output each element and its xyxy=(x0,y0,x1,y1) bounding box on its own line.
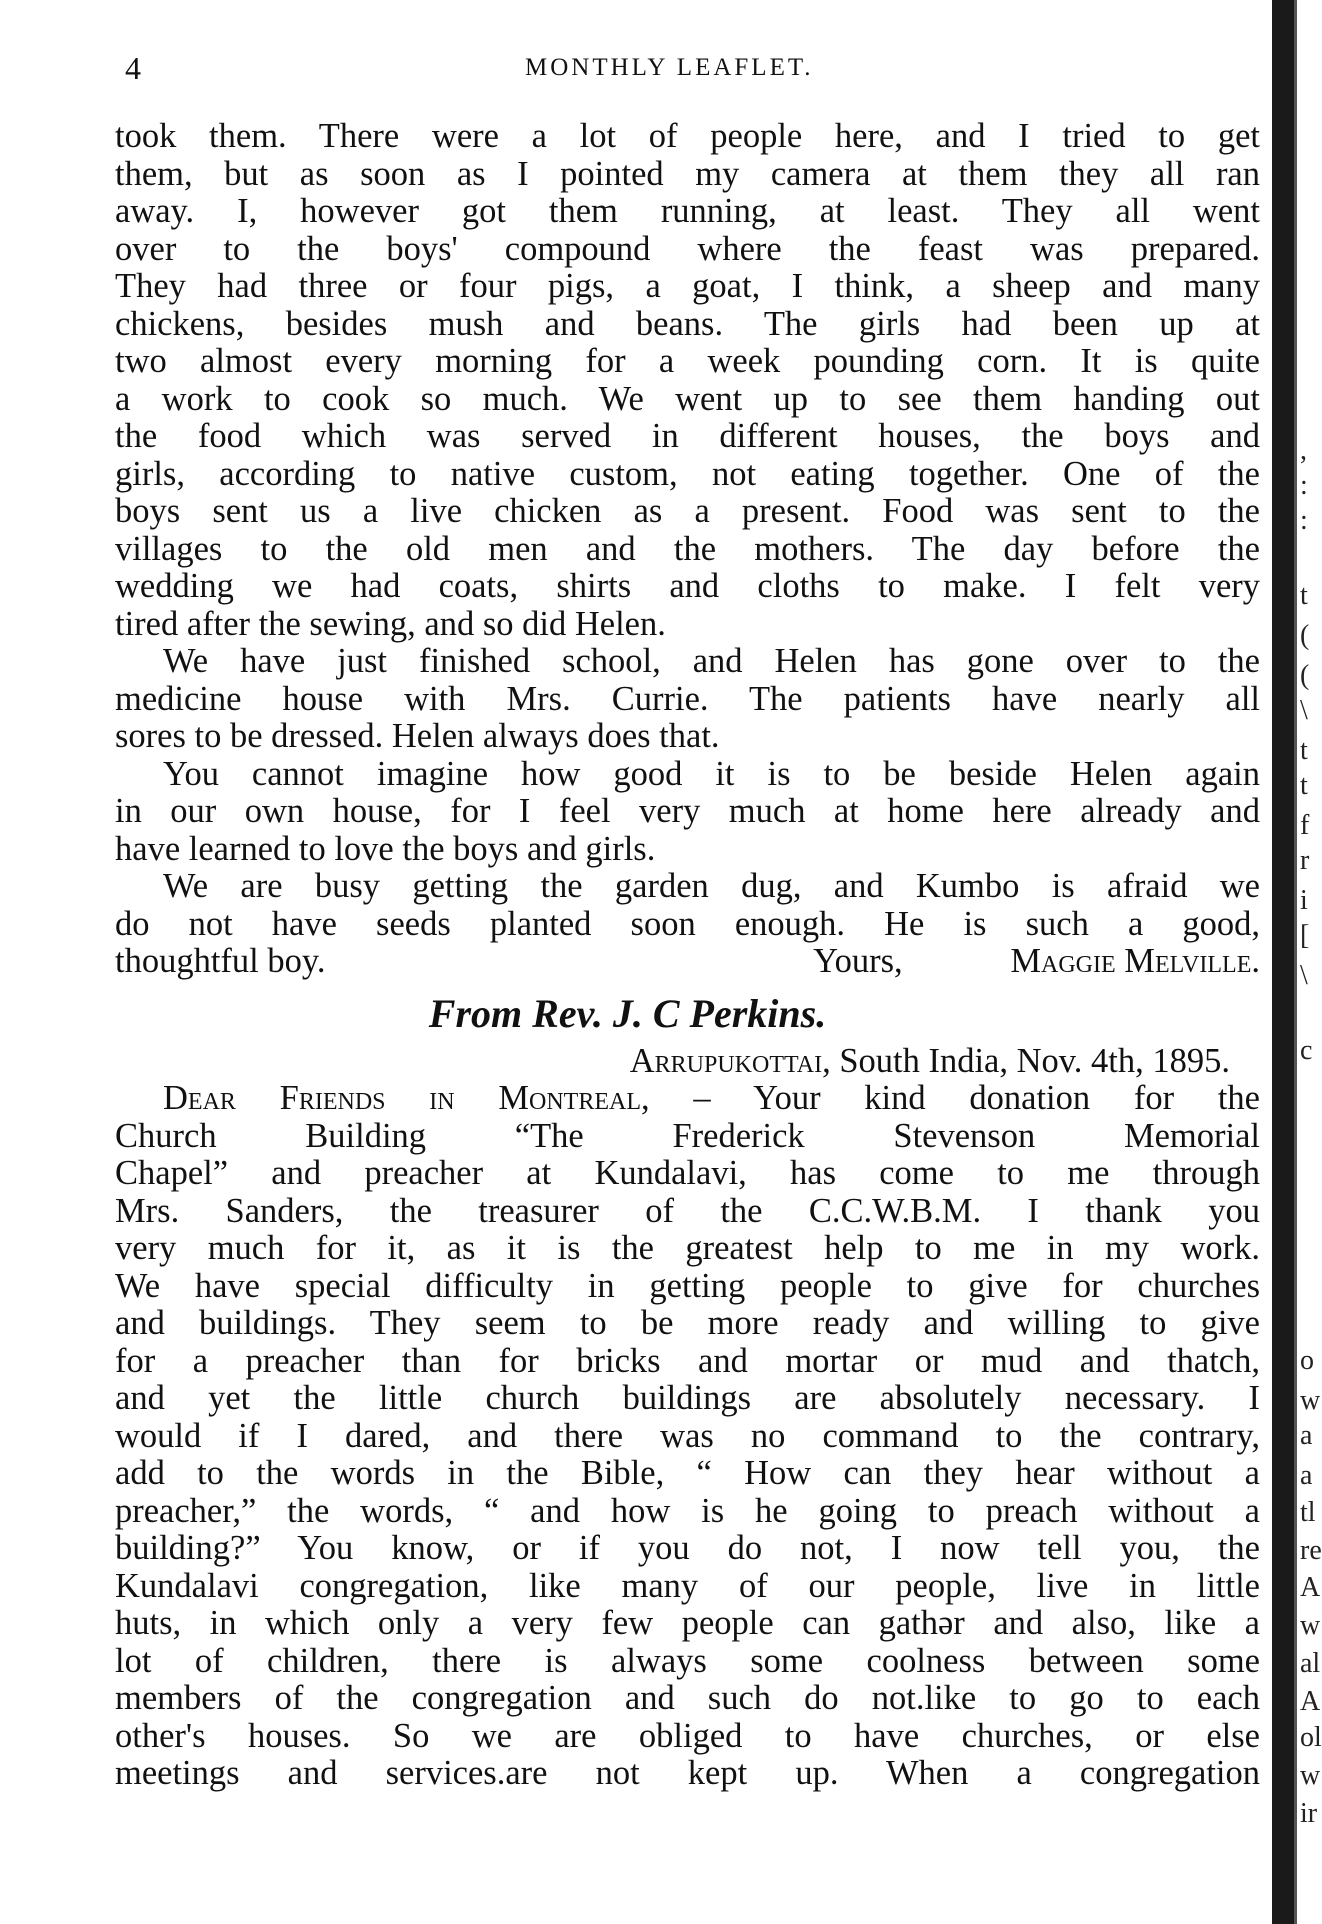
page-number: 4 xyxy=(125,50,141,86)
margin-fragment: ( xyxy=(1300,660,1310,691)
text-line: meetings and services.are not kept up. When a congregation xyxy=(115,1754,1260,1792)
text-line: very much for it, as it is the greatest help to me in my work. xyxy=(115,1229,1260,1267)
text-line: preacher,” the words, “ and how is he going to preach without a xyxy=(115,1491,1260,1530)
signer-name: Maggie Melville. xyxy=(1010,942,1260,980)
running-head: MONTHLY LEAFLET. xyxy=(525,54,814,81)
salutation-rest: – Your kind donation for the xyxy=(693,1079,1260,1117)
text-line: You cannot imagine how good it is to be beside Helen again xyxy=(163,754,1260,793)
text-line: Chapel” and preacher at Kundalavi, has come to me through xyxy=(115,1154,1260,1192)
text-line: wedding we had coats, shirts and cloths to make. I felt very xyxy=(115,567,1260,605)
margin-fragment: w xyxy=(1300,1760,1321,1791)
text-line: boys sent us a live chicken as a present. Food was sent to the xyxy=(115,492,1260,530)
signature-line xyxy=(115,943,1260,981)
text-line: girls, according to native custom, not eating together. One of the xyxy=(115,454,1260,493)
margin-fragment: f xyxy=(1300,810,1310,841)
text-line: medicine house with Mrs. Currie. The patients have nearly all xyxy=(115,679,1260,718)
margin-fragment: a xyxy=(1300,1460,1313,1491)
margin-fragment: [ xyxy=(1300,920,1310,951)
text-line: and yet the little church buildings are absolutely necessary. I xyxy=(115,1379,1260,1417)
text-line: thoughtful boy. xyxy=(115,942,326,980)
body-text xyxy=(115,118,1260,1793)
margin-fragment: t xyxy=(1300,580,1308,611)
margin-fragment: r xyxy=(1300,845,1310,876)
margin-fragment: A xyxy=(1300,1572,1321,1603)
text-line: We have special difficulty in getting people to give for churches xyxy=(115,1266,1260,1305)
facing-page-fragments xyxy=(1300,0,1322,1924)
margin-fragment: \ xyxy=(1300,695,1308,726)
margin-fragment: : xyxy=(1300,470,1308,501)
section-title: From Rev. J. C Perkins. xyxy=(428,990,827,1036)
text-line: the food which was served in different houses, the boys and xyxy=(115,417,1260,455)
text-line: Mrs. Sanders, the treasurer of the C.C.W.B.M. I thank you xyxy=(115,1191,1260,1230)
text-line: other's houses. So we are obliged to have churches, or else xyxy=(115,1716,1260,1755)
text-line: add to the words in the Bible, “ How can they hear without a xyxy=(115,1454,1260,1492)
text-line: a work to cook so much. We went up to see them handing out xyxy=(115,379,1260,418)
closing: Yours, xyxy=(813,942,903,980)
text-line: and buildings. They seem to be more ready and willing to give xyxy=(115,1304,1260,1342)
margin-fragment: : xyxy=(1300,505,1308,536)
margin-fragment: ol xyxy=(1300,1722,1322,1753)
text-line: over to the boys' compound where the feast was prepared. xyxy=(115,229,1260,268)
text-line: chickens, besides mush and beans. The girls had been up at xyxy=(115,304,1260,343)
letter-perkins xyxy=(115,1043,1260,1793)
margin-fragment: tl xyxy=(1300,1497,1316,1528)
margin-fragment: w xyxy=(1300,1610,1321,1641)
margin-fragment: ir xyxy=(1300,1798,1318,1829)
margin-fragment: t xyxy=(1300,770,1308,801)
salutation: Dear Friends in Montreal, xyxy=(163,1079,650,1117)
text-line: building?” You know, or if you do not, I now tell you, the xyxy=(115,1529,1260,1567)
binding-edge-shadow xyxy=(1294,0,1297,1924)
dateline-rest: South India, Nov. 4th, 1895. xyxy=(839,1041,1230,1080)
dateline-place: Arrupukottai, xyxy=(629,1041,831,1080)
text-line: members of the congregation and such do not.like to go to each xyxy=(115,1679,1260,1717)
text-line: would if I dared, and there was no command to the contrary, xyxy=(115,1416,1260,1455)
text-line xyxy=(115,1080,1260,1118)
margin-fragment: i xyxy=(1300,885,1308,916)
text-line: They had three or four pigs, a goat, I think, a sheep and many xyxy=(115,267,1260,305)
text-line: in our own house, for I feel very much at home here already and xyxy=(115,792,1260,830)
text-line: took them. There were a lot of people here, and I tried to get xyxy=(115,117,1260,155)
text-line: villages to the old men and the mothers. The day before the xyxy=(115,529,1260,568)
margin-fragment: w xyxy=(1300,1385,1321,1416)
text-line: two almost every morning for a week pounding corn. It is quite xyxy=(115,342,1260,380)
text-line: do not have seeds planted soon enough. He is such a good, xyxy=(115,904,1260,943)
text-line: tired after the sewing, and so did Helen. xyxy=(115,604,666,643)
text-line: away. I, however got them running, at least. They all went xyxy=(115,192,1260,230)
margin-fragment: A xyxy=(1300,1686,1321,1717)
text-line: lot of children, there is always some coolness between some xyxy=(115,1641,1260,1680)
margin-fragment: , xyxy=(1300,435,1307,466)
dateline xyxy=(115,1043,1260,1081)
margin-fragment: al xyxy=(1300,1648,1321,1679)
text-line: for a preacher than for bricks and mortar or mud and thatch, xyxy=(115,1341,1260,1380)
text-line: them, but as soon as I pointed my camera at them they all ran xyxy=(115,154,1260,193)
binding-edge-rule xyxy=(1272,0,1294,1924)
text-line: We have just finished school, and Helen has gone over to the xyxy=(163,642,1260,680)
margin-fragment: ( xyxy=(1300,620,1310,651)
margin-fragment: \ xyxy=(1300,960,1308,991)
text-line: Kundalavi congregation, like many of our people, live in little xyxy=(115,1566,1260,1605)
letter-melville xyxy=(115,118,1260,981)
margin-fragment: t xyxy=(1300,735,1308,766)
margin-fragment: o xyxy=(1300,1345,1314,1376)
text-line: have learned to love the boys and girls. xyxy=(115,829,656,868)
margin-fragment: re xyxy=(1300,1535,1322,1566)
text-line: We are busy getting the garden dug, and Kumbo is afraid we xyxy=(163,867,1260,905)
text-line: Church Building “The Frederick Stevenson Memorial xyxy=(115,1116,1260,1155)
margin-fragment: c xyxy=(1300,1035,1313,1066)
text-line: huts, in which only a very few people can gathər and also, like a xyxy=(115,1604,1260,1642)
text-line: sores to be dressed. Helen always does that. xyxy=(115,717,720,755)
margin-fragment: a xyxy=(1300,1420,1313,1451)
page-header xyxy=(125,50,1265,90)
